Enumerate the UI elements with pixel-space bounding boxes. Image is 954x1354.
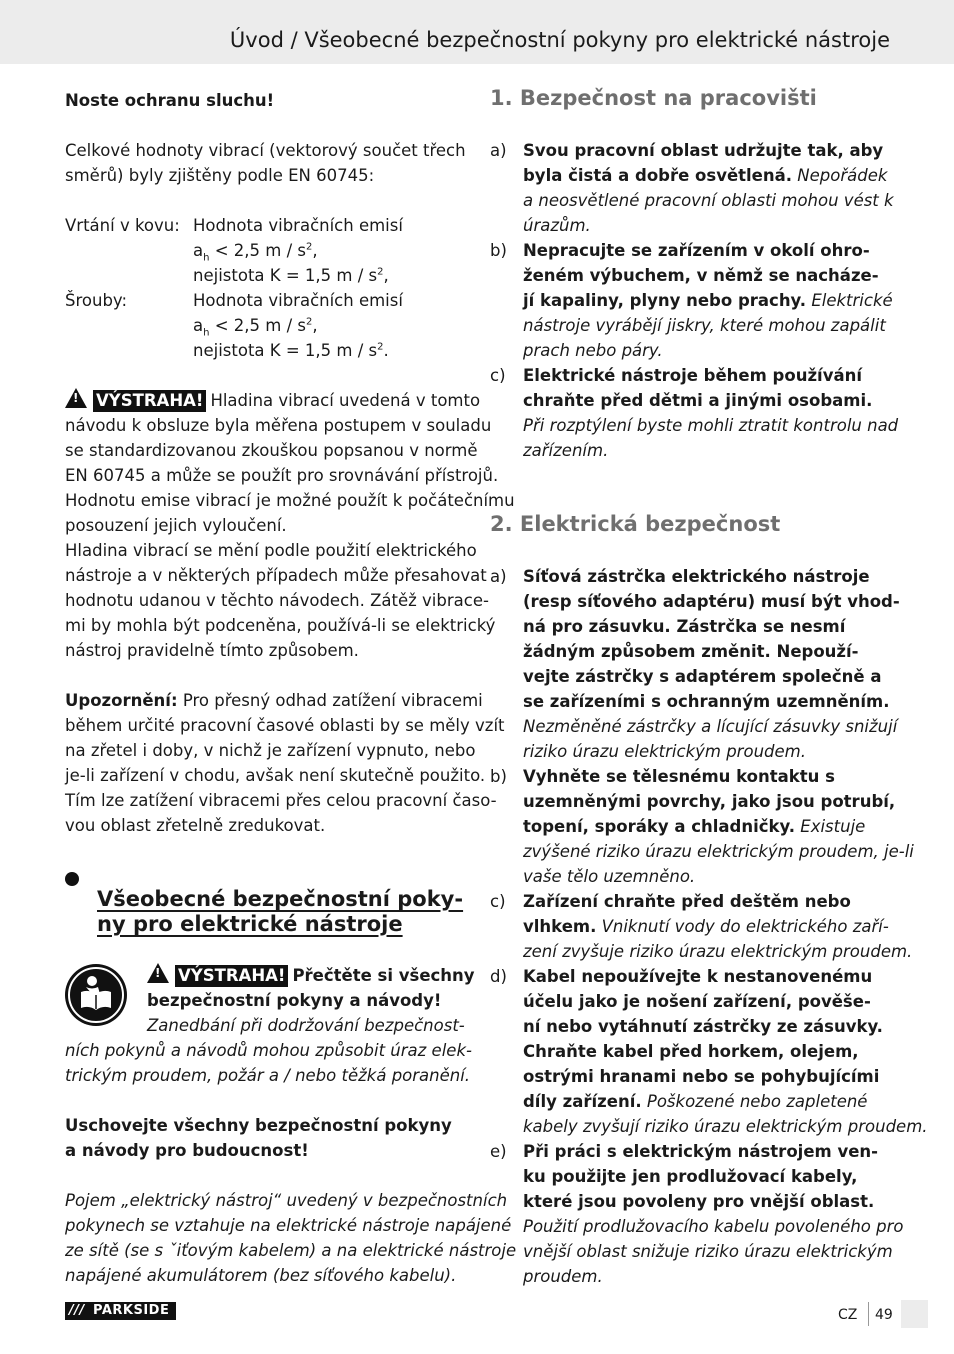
warning-line: !VÝSTRAHA! Hladina vibrací uvedená v tomto <box>65 388 480 413</box>
item-text-line: ženém výbuchem, v němž se nacháze- <box>523 266 879 285</box>
language-code: CZ <box>838 1307 858 1323</box>
item-text-line: kabely zvyšují riziko úrazu elektrickým proudem. <box>523 1117 928 1136</box>
page-header <box>0 0 954 64</box>
item-text-line: nástroje vyrábějí jiskry, které mohou zapálit <box>523 316 886 335</box>
item-label: e) <box>490 1142 507 1161</box>
metal-uncertainty: nejistota K = 1,5 m / $s^2$, <box>193 266 389 285</box>
item-text-line: účelu jako je nošení zařízení, pověše- <box>523 992 871 1011</box>
item-text-line: Elektrické nástroje během používání <box>523 366 862 385</box>
note-line: během určité pracovní časové oblasti by se měly vzít <box>65 716 505 735</box>
keep-instructions-line: Uschovejte všechny bezpečnostní pokyny <box>65 1116 452 1135</box>
warning-text-line: návodu k obsluze byla měřena postupem v souladu <box>65 416 492 435</box>
item-text-line: uzemněnými povrchy, jako jsou potrubí, <box>523 792 896 811</box>
item-text-line: vaše tělo uzemněno. <box>523 867 696 886</box>
item-text-line: Síťová zástrčka elektrického nástroje <box>523 567 870 586</box>
item-text-line: riziko úrazu elektrickým proudem. <box>523 742 806 761</box>
item-text-line: se zařízeními s ochranným uzemněním. <box>523 692 890 711</box>
read-manual-icon <box>65 964 127 1026</box>
item-text-line: zení zvyšuje riziko úrazu elektrickým proudem. <box>523 942 913 961</box>
item-text-line: Chraňte kabel před horkem, olejem, <box>523 1042 859 1061</box>
item-text-line: vnější oblast snižuje riziko úrazu elektrickým <box>523 1242 893 1261</box>
item-text-line: chraňte před dětmi a jinými osobami. <box>523 391 873 410</box>
item-text-line: byla čistá a dobře osvětlená. Nepořádek <box>523 166 888 185</box>
general-safety-heading: Všeobecné bezpečnostní poky- <box>97 887 464 911</box>
warning-text-line: EN 60745 a může se použít pro srovnávání přístrojů. <box>65 466 499 485</box>
metal-value: Hodnota vibračních emisí <box>193 216 403 235</box>
item-text-line: zvýšené riziko úrazu elektrickým proudem, je-li <box>523 842 914 861</box>
item-label: c) <box>490 892 506 911</box>
item-text-line: ná pro zásuvku. Zástrčka se nesmí <box>523 617 846 636</box>
item-text-line: a neosvětlené pracovní oblasti mohou vést k <box>523 191 894 210</box>
neglect-line: ních pokynů a návodů mohou způsobit úraz elek- <box>65 1041 472 1060</box>
screws-label: Šrouby: <box>65 291 128 310</box>
warning-text-line: posouzení jejich vyloučení. <box>65 516 287 535</box>
item-text-line: Použití prodlužovacího kabelu povoleného pro <box>523 1217 904 1236</box>
item-text-line: Svou pracovní oblast udržujte tak, aby <box>523 141 884 160</box>
general-safety-heading: ny pro elektrické nástroje <box>97 912 403 936</box>
item-label: a) <box>490 141 507 160</box>
item-text-line: zařízením. <box>523 441 609 460</box>
warning-text-line: Hladina vibrací se mění podle použití elektrického <box>65 541 477 560</box>
note-label: Upozornění: <box>65 691 178 710</box>
warning-text-line: nástroj pravidelně tímto způsobem. <box>65 641 359 660</box>
warning-label: VÝSTRAHA! <box>93 390 206 412</box>
term-line: napájené akumulátorem (bez síťového kabelu). <box>65 1266 457 1285</box>
warning-triangle-icon <box>147 963 169 983</box>
item-label: c) <box>490 366 506 385</box>
item-text-line: ku použijte jen prodlužovací kabely, <box>523 1167 858 1186</box>
screws-ah: $a_h < 2,5$ m / $s^2$, <box>193 316 318 339</box>
vibration-intro-line: směrů) byly zjištěny podle EN 60745: <box>65 166 375 185</box>
term-line: pokynech se vztahuje na elektrické nástroje napájené <box>65 1216 512 1235</box>
note-line: na zřetel i doby, v nichž je zařízení vypnuto, nebo <box>65 741 476 760</box>
item-text-line: jí kapaliny, plyny nebo prachy. Elektrické <box>523 291 893 310</box>
footer-divider <box>868 1302 869 1326</box>
item-label: d) <box>490 967 507 986</box>
note-line: Tím lze zatížení vibracemi přes celou pracovní časo- <box>65 791 497 810</box>
note-line: je-li zařízení v chodu, avšak není skutečně použito. <box>65 766 486 785</box>
item-text-line: díly zařízení. Poškozené nebo zapletené <box>523 1092 868 1111</box>
page-number: 49 <box>875 1307 893 1323</box>
parkside-logo: /// PARKSIDE <box>65 1302 176 1320</box>
item-text-line: Vyhněte se tělesnému kontaktu s <box>523 767 835 786</box>
section-heading-electrical: 2. Elektrická bezpečnost <box>490 512 781 536</box>
item-text-line: Nepracujte se zařízením v okolí ohro- <box>523 241 870 260</box>
item-label: a) <box>490 567 507 586</box>
item-text-line: Při práci s elektrickým nástrojem ven- <box>523 1142 878 1161</box>
hearing-protection: Noste ochranu sluchu! <box>65 91 275 110</box>
item-label: b) <box>490 241 507 260</box>
term-line: ze sítě (se s ˇiťovým kabelem) a na elektrické nástroje <box>65 1241 517 1260</box>
item-text-line: ostrými hranami nebo se pohybujícími <box>523 1067 880 1086</box>
term-line: Pojem „elektrický nástroj“ uvedený v bezpečnostních <box>65 1191 508 1210</box>
item-text-line: prach nebo páry. <box>523 341 663 360</box>
item-text-line: Zařízení chraňte před deštěm nebo <box>523 892 851 911</box>
item-text-line: žádným způsobem změnit. Nepouží- <box>523 642 859 661</box>
item-text-line: (resp síťového adaptéru) musí být vhod- <box>523 592 900 611</box>
item-text-line: vejte zástrčky s adaptérem společně a <box>523 667 882 686</box>
note-line: vou oblast zřetelně zredukovat. <box>65 816 326 835</box>
item-text-line: topení, sporáky a chladničky. Existuje <box>523 817 866 836</box>
warning-label: VÝSTRAHA! <box>175 965 288 987</box>
note-line: Upozornění: Pro přesný odhad zatížení vibracemi <box>65 691 483 710</box>
page-title: Úvod / Všeobecné bezpečnostní pokyny pro elektrické nástroje <box>229 28 890 52</box>
item-text-line: Kabel nepoužívejte k nestanovenému <box>523 967 873 986</box>
section-heading-workplace: 1. Bezpečnost na pracovišti <box>490 86 817 110</box>
warning-text-line: hodnotu udanou v těchto návodech. Zátěž vibrace- <box>65 591 489 610</box>
warning-text-line: mi by mohla být podceněna, používá-li se elektrický <box>65 616 496 635</box>
warning-text-line: nástroje a v některých případech může přesahovat <box>65 566 487 585</box>
screws-uncertainty: nejistota K = 1,5 m / $s^2$. <box>193 341 389 360</box>
item-text-line: vlhkem. Vniknutí vody do elektrického zaří- <box>523 917 889 936</box>
item-text-line: které jsou povoleny pro vnější oblast. <box>523 1192 875 1211</box>
keep-instructions-line: a návody pro budoucnost! <box>65 1141 309 1160</box>
item-text-line: Nezměněné zástrčky a lícující zásuvky snižují <box>523 717 898 736</box>
footer-tab <box>901 1300 928 1328</box>
metal-ah: $a_h < 2,5$ m / $s^2$, <box>193 241 318 264</box>
neglect-line: trickým proudem, požár a / nebo těžká poranění. <box>65 1066 471 1085</box>
item-text-line: ní nebo vytáhnutí zástrčky ze zásuvky. <box>523 1017 883 1036</box>
warning-triangle-icon <box>65 388 87 408</box>
warning-text-line: Hodnotu emise vibrací je možné použít k počátečnímu <box>65 491 515 510</box>
item-label: b) <box>490 767 507 786</box>
read-all-line: !VÝSTRAHA! Přečtěte si všechny <box>147 963 475 988</box>
item-text-line: úrazům. <box>523 216 591 235</box>
item-text-line: Při rozptýlení byste mohli ztratit kontrolu nad <box>523 416 899 435</box>
vibration-intro-line: Celkové hodnoty vibrací (vektorový součet třech <box>65 141 466 160</box>
screws-value: Hodnota vibračních emisí <box>193 291 403 310</box>
bullet-icon <box>65 872 79 886</box>
read-all-line: bezpečnostní pokyny a návody! <box>147 991 442 1010</box>
neglect-line: Zanedbání při dodržování bezpečnost- <box>147 1016 465 1035</box>
metal-label: Vrtání v kovu: <box>65 216 180 235</box>
warning-text-line: se standardizovanou zkouškou popsanou v normě <box>65 441 478 460</box>
item-text-line: proudem. <box>523 1267 603 1286</box>
